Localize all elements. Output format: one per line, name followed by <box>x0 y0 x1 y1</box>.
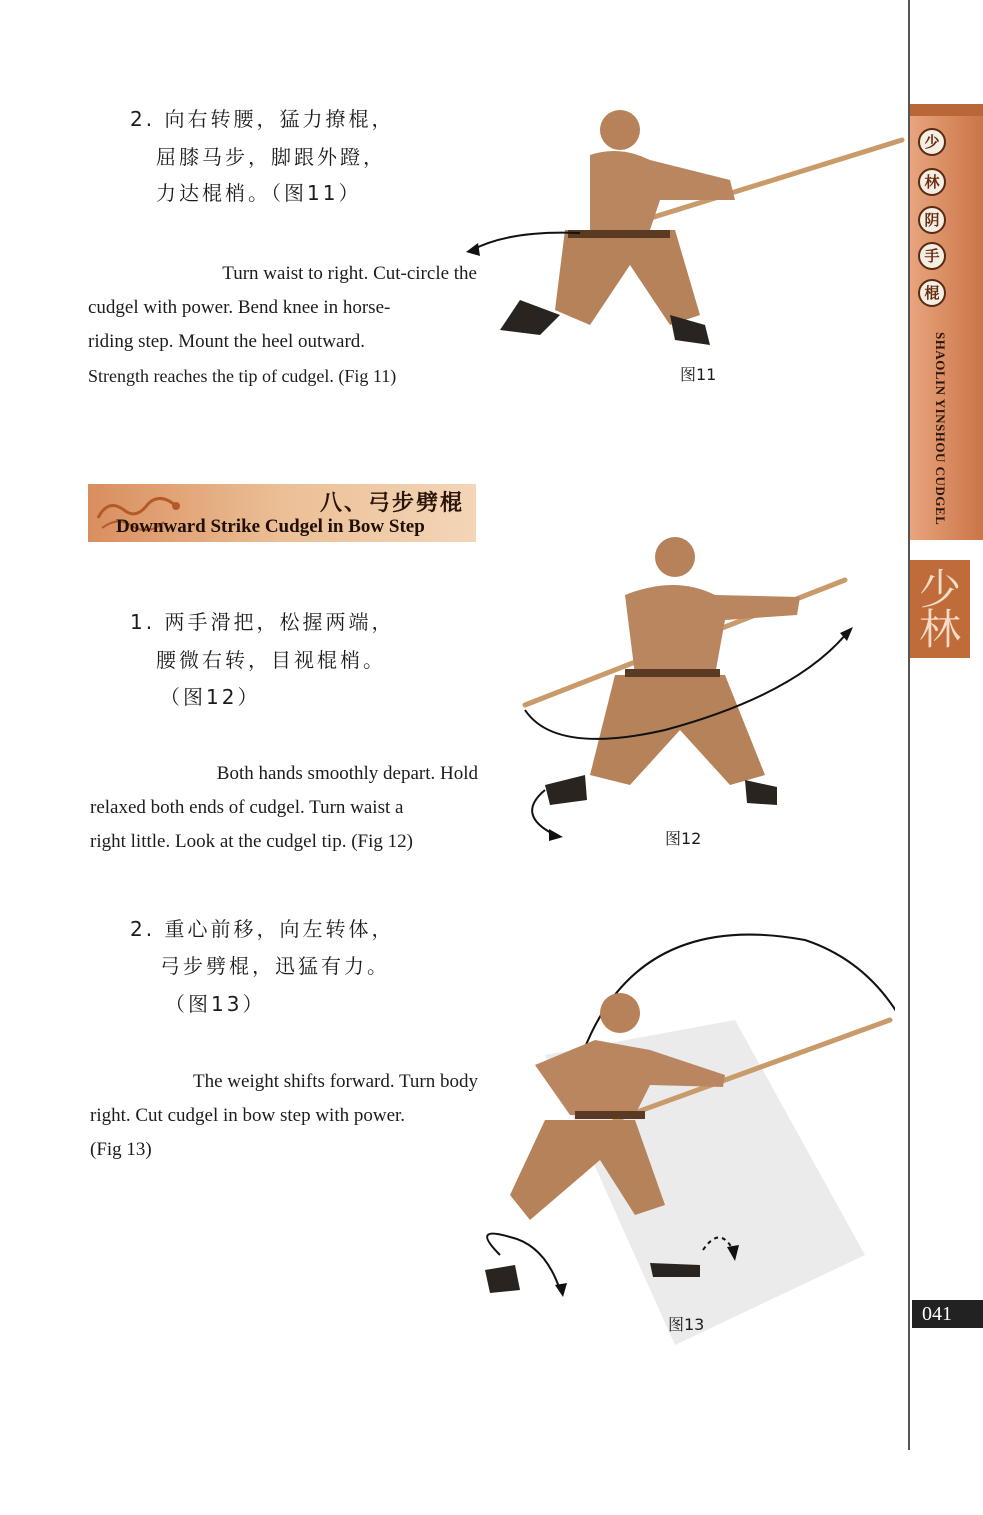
fig12-caption: 图12 <box>665 829 702 848</box>
fig13-caption: 图13 <box>668 1315 705 1334</box>
side-tab-char-5: 棍 <box>918 279 946 307</box>
side-tab-cap <box>910 104 983 116</box>
fig12-en-line-2: relaxed both ends of cudgel. Turn waist a <box>90 797 404 818</box>
fig12-illustration <box>515 535 860 845</box>
fig12-zh-line-3: （图12） <box>160 685 261 709</box>
fig13-zh-line-3: （图13） <box>165 992 266 1016</box>
section-title-zh: 八、弓步劈棍 <box>319 491 464 516</box>
fig13-en-line-1: The weight shifts forward. Turn body <box>193 1071 478 1092</box>
fig11-zh-line-2: 屈膝马步，脚跟外蹬， <box>156 145 386 169</box>
section-title-en: Downward Strike Cudgel in Bow Step <box>116 516 425 537</box>
fig13-zh-line-1: 2. 重心前移，向左转体， <box>130 917 395 941</box>
side-tab-title: SHAOLIN YINSHOU CUDGEL <box>933 332 948 526</box>
fig12-en-text <box>90 757 478 859</box>
side-tab-char-1: 少 <box>918 128 946 156</box>
fig11-en-line-4: Strength reaches the tip of cudgel. (Fig 11) <box>88 366 397 386</box>
page-number: 041 <box>912 1300 983 1328</box>
side-tab-char-4: 手 <box>918 242 946 270</box>
fig12-zh-line-2: 腰微右转，目视棍梢。 <box>156 648 386 672</box>
section-header <box>88 484 476 542</box>
fig13-zh-line-2: 弓步劈棍，迅猛有力。 <box>160 954 390 978</box>
fig12-zh-line-1: 1. 两手滑把，松握两端， <box>130 610 395 634</box>
fig13-en-line-2: right. Cut cudgel in bow step with power. <box>90 1105 406 1126</box>
fig13-en-text <box>90 1065 478 1167</box>
fig11-en-line-2: cudgel with power. Bend knee in horse- <box>88 297 391 318</box>
fig11-caption: 图11 <box>680 365 717 384</box>
fig13-illustration <box>475 925 895 1375</box>
fig12-en-line-1: Both hands smoothly depart. Hold <box>216 763 478 784</box>
seal-logo <box>910 560 970 658</box>
fig11-en-line-3: riding step. Mount the heel outward. <box>88 331 366 352</box>
fig11-en-line-1: Turn waist to right. Cut-circle the <box>222 263 477 284</box>
fig11-zh-line-1: 2. 向右转腰，猛力撩棍， <box>130 107 395 131</box>
fig11-zh-line-3: 力达棍梢。（图11） <box>156 181 362 205</box>
fig11-illustration <box>460 100 910 360</box>
fig12-en-line-3: right little. Look at the cudgel tip. (Fig 12) <box>90 831 413 852</box>
seal-glyph: 少林 <box>918 565 961 654</box>
fig11-en-text <box>88 257 477 393</box>
side-tab-char-3: 阴 <box>918 206 946 234</box>
side-tab-char-2: 林 <box>918 168 946 196</box>
fig13-en-line-3: (Fig 13) <box>90 1139 152 1160</box>
